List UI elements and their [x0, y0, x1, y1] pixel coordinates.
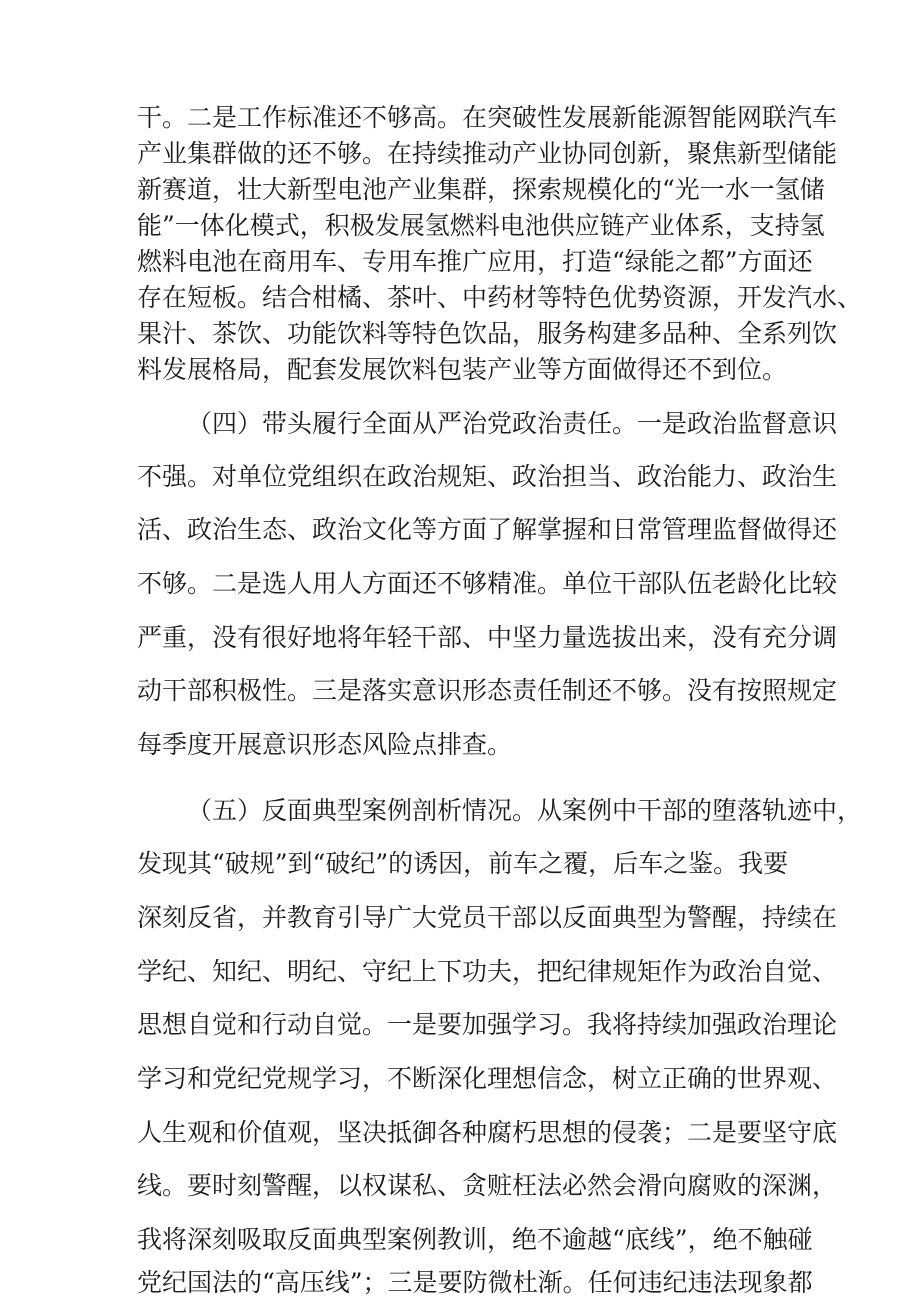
- text-line: 发现其“破规”到“破纪”的诱因，前车之覆，后车之鉴。我要: [137, 849, 789, 878]
- text-line: 果汁、茶饮、功能饮料等特色饮品，服务构建多品种、全系列饮: [137, 319, 838, 348]
- text-line: 干。二是工作标准还不够高。在突破性发展新能源智能网联汽车: [137, 103, 838, 132]
- text-line: 思想自觉和行动自觉。一是要加强学习。我将持续加强政治理论: [137, 1010, 838, 1039]
- text-line: 能”一体化模式，积极发展氢燃料电池供应链产业体系，支持氢: [137, 211, 825, 240]
- text-line: 料发展格局，配套发展饮料包装产业等方面做得还不到位。: [137, 355, 788, 384]
- text-line: 不够。二是选人用人方面还不够精准。单位干部队伍老龄化比较: [137, 569, 838, 598]
- text-line: 线。要时刻警醒，以权谋私、贪赃枉法必然会滑向腐败的深渊，: [137, 1171, 838, 1200]
- section-heading-line: （五）反面典型案例剖析情况。从案例中干部的堕落轨迹中，: [187, 796, 863, 825]
- text-line: 新赛道，壮大新型电池产业集群，探索规模化的“光一水一氢储: [137, 175, 825, 204]
- section-heading-line: （四）带头履行全面从严治党政治责任。一是政治监督意识: [187, 409, 838, 438]
- text-line: 我将深刻吸取反面典型案例教训，绝不逾越“底线”，绝不触碰: [137, 1225, 813, 1254]
- text-line: 存在短板。结合柑橘、茶叶、中药材等特色优势资源，开发汽水、: [137, 283, 863, 312]
- text-line: 不强。对单位党组织在政治规矩、政治担当、政治能力、政治生: [137, 462, 838, 491]
- text-line: 动干部积极性。三是落实意识形态责任制还不够。没有按照规定: [137, 676, 838, 705]
- text-line: 学纪、知纪、明纪、守纪上下功夫，把纪律规矩作为政治自觉、: [137, 957, 838, 986]
- text-line: 人生观和价值观，坚决抵御各种腐朽思想的侵袭；二是要坚守底: [137, 1118, 838, 1147]
- text-line: 党纪国法的“高压线”；三是要防微杜渐。任何违纪违法现象都: [137, 1268, 813, 1297]
- text-line: 产业集群做的还不够。在持续推动产业协同创新，聚焦新型储能: [137, 139, 838, 168]
- text-line: 深刻反省，并教育引导广大党员干部以反面典型为警醒，持续在: [137, 903, 838, 932]
- text-line: 燃料电池在商用车、专用车推广应用，打造“绿能之都”方面还: [137, 247, 813, 276]
- text-line: 学习和党纪党规学习，不断深化理想信念，树立正确的世界观、: [137, 1064, 838, 1093]
- text-line: 活、政治生态、政治文化等方面了解掌握和日常管理监督做得还: [137, 515, 838, 544]
- text-line: 每季度开展意识形态风险点排查。: [137, 730, 513, 759]
- text-line: 严重，没有很好地将年轻干部、中坚力量选拔出来，没有充分调: [137, 623, 838, 652]
